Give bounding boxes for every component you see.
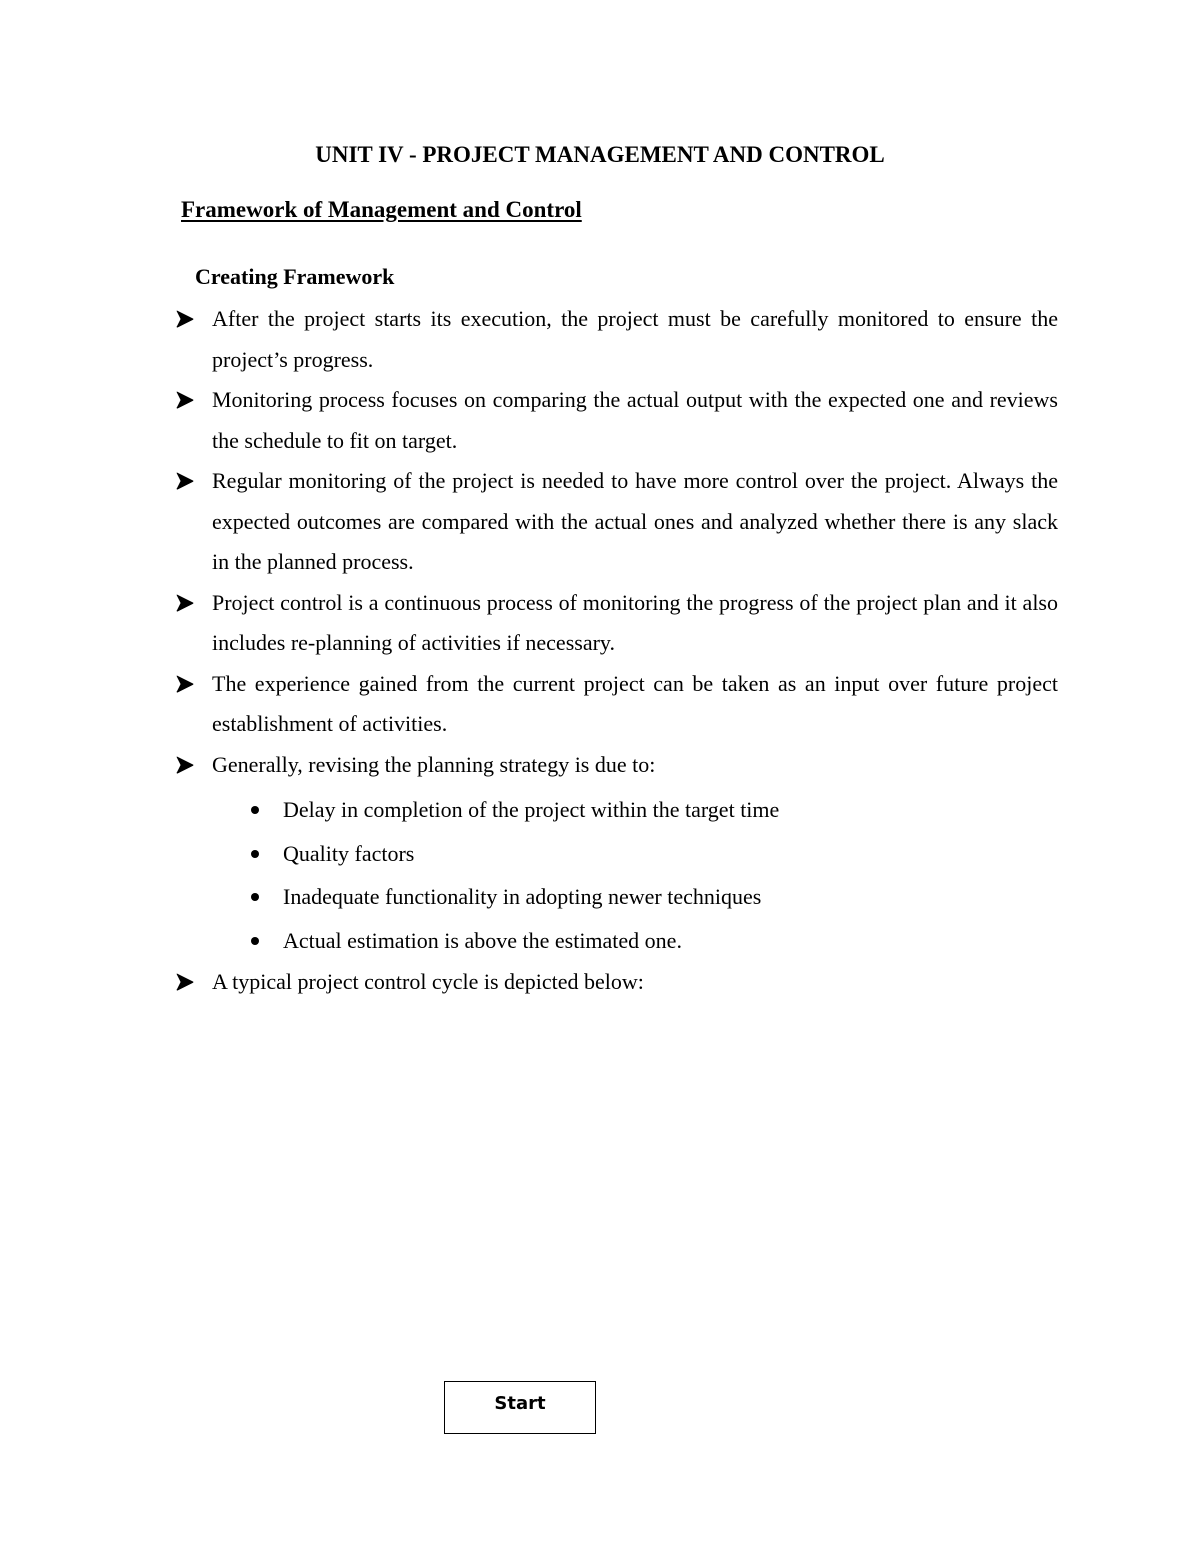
dot-bullet-icon: [251, 850, 259, 858]
arrow-bullet-icon: [176, 299, 202, 339]
bullet-text: The experience gained from the current project can be taken as an input over future project establishment of activities.: [212, 670, 1058, 736]
dot-bullet-icon: [251, 937, 259, 945]
arrow-bullet-icon: [176, 583, 202, 623]
sub-heading: Creating Framework: [195, 264, 395, 289]
bullet-text: After the project starts its execution, the project must be carefully monitored to ensure the project’s progress.: [212, 306, 1058, 372]
bullet-text: Regular monitoring of the project is needed to have more control over the project. Always the expected outcomes are compared with the actual ones and analyzed whether there is any slack in the planned process.: [212, 468, 1058, 574]
arrow-bullet-icon: [176, 664, 202, 704]
bullet-text: Monitoring process focuses on comparing the actual output with the expected one and reviews the schedule to fit on target.: [212, 387, 1058, 453]
bullet-item: [176, 583, 1058, 664]
bullet-item: [176, 664, 1058, 745]
page-title: UNIT IV - PROJECT MANAGEMENT AND CONTROL: [315, 142, 885, 167]
sub-bullet-item: [212, 788, 1058, 832]
flowchart-start-box: [444, 1381, 596, 1434]
bullet-item: [176, 380, 1058, 461]
bullet-text: Project control is a continuous process of monitoring the progress of the project plan and it also includes re-planning of activities if necessary.: [212, 589, 1058, 655]
bullet-item: [176, 461, 1058, 583]
sub-bullet-list: [176, 788, 1058, 962]
sub-bullet-text: Inadequate functionality in adopting newer techniques: [283, 884, 762, 909]
sub-bullet-text: Quality factors: [283, 840, 415, 866]
sub-bullet-item: [212, 832, 1058, 876]
section-heading: Framework of Management and Control: [181, 197, 582, 222]
dot-bullet-icon: [251, 893, 259, 901]
arrow-bullet-icon: [176, 745, 202, 785]
bullet-item: [176, 299, 1058, 380]
sub-bullet-text: Actual estimation is above the estimated one.: [283, 927, 682, 953]
bullet-item: [176, 962, 1058, 1003]
sub-bullet-item: [212, 919, 1058, 963]
bullet-list: [176, 299, 1058, 1003]
bullet-item: [176, 745, 1058, 786]
arrow-bullet-icon: [176, 461, 202, 501]
sub-bullet-item: [212, 875, 1058, 919]
arrow-bullet-icon: [176, 380, 202, 420]
bullet-text: Generally, revising the planning strategy is due to:: [212, 751, 656, 777]
bullet-text: A typical project control cycle is depicted below:: [212, 969, 644, 994]
sub-bullet-text: Delay in completion of the project within the target time: [283, 797, 780, 822]
arrow-bullet-icon: [176, 962, 202, 1002]
dot-bullet-icon: [251, 806, 259, 814]
start-label: Start: [494, 1393, 546, 1414]
